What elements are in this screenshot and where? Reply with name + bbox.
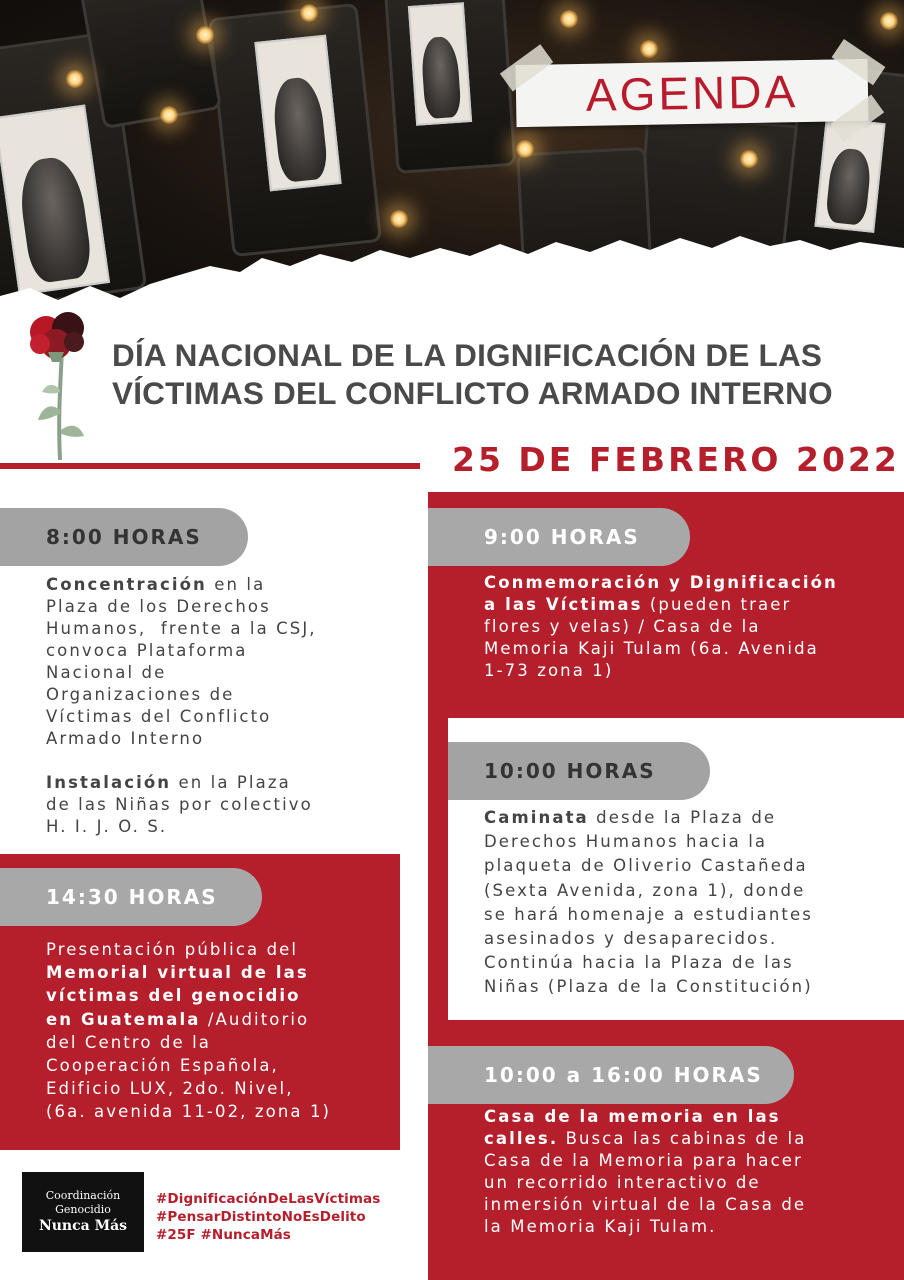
event-body-text: en la Plaza xyxy=(171,773,291,792)
event-text-line xyxy=(46,640,406,662)
event-text-line xyxy=(46,684,406,706)
hashtag[interactable]: #DignificaciónDeLasVíctimas xyxy=(156,1191,381,1207)
event-body-text: Casa de la Memoria para hacer xyxy=(484,1151,803,1170)
event-body-text: Plaza de los Derechos xyxy=(46,597,271,616)
event-text-line xyxy=(484,594,894,616)
event-text-line xyxy=(46,772,406,794)
event-text-line xyxy=(484,1216,894,1238)
event-text-line xyxy=(46,1077,396,1100)
carnation-flower-icon xyxy=(24,310,94,470)
event-body-text: en la xyxy=(206,575,266,594)
event-date: 25 DE FEBRERO 2022 xyxy=(452,440,900,479)
event-text-line xyxy=(46,984,396,1007)
event-body-text: H. I. J. O. S. xyxy=(46,817,168,836)
event-description-1430 xyxy=(46,938,396,1124)
event-body-text: Víctimas del Conflicto xyxy=(46,707,272,726)
page-title xyxy=(112,336,892,412)
candle-light xyxy=(560,10,578,28)
header-photo xyxy=(0,0,904,320)
event-body-text: plaqueta de Oliverio Castañeda xyxy=(484,856,808,876)
event-text-line xyxy=(484,806,894,830)
title-line-1: DÍA NACIONAL DE LA DIGNIFICACIÓN DE LAS xyxy=(112,337,823,373)
event-text-line xyxy=(46,662,406,684)
torn-paper-edge xyxy=(0,236,904,320)
candle-light xyxy=(300,4,318,22)
event-body-text: flores y velas) / Casa de la xyxy=(484,617,761,636)
event-body-text: Nacional de xyxy=(46,663,167,682)
event-text-line xyxy=(484,1128,894,1150)
time-label: 9:00 HORAS xyxy=(484,525,640,549)
candle-light xyxy=(640,40,658,58)
event-body-text: inmersión virtual de la Casa de xyxy=(484,1195,807,1214)
event-description-0900 xyxy=(484,572,894,682)
event-text-line xyxy=(46,596,406,618)
time-pill-0900 xyxy=(428,508,690,566)
time-label: 10:00 a 16:00 HORAS xyxy=(484,1063,763,1087)
event-text-line xyxy=(46,728,406,750)
time-label: 10:00 HORAS xyxy=(484,759,656,783)
event-body-text: Humanos, frente a la CSJ, xyxy=(46,619,317,638)
event-body-text: asesinados y desaparecidos. xyxy=(484,929,778,949)
event-description-0800 xyxy=(46,574,406,838)
event-body-text: (pueden traer xyxy=(642,595,792,614)
time-pill-1000-1600 xyxy=(428,1046,794,1104)
event-highlight-text: en Guatemala xyxy=(46,1009,201,1029)
event-text-line xyxy=(484,1106,894,1128)
event-body-text: Memoria Kaji Tulam (6a. Avenida xyxy=(484,639,819,658)
event-body-text: Presentación pública del xyxy=(46,940,299,959)
event-body-text: Continúa hacia la Plaza de las xyxy=(484,953,794,973)
candle-light xyxy=(390,210,408,228)
hashtag[interactable]: #25F #NuncaMás xyxy=(156,1227,291,1243)
event-highlight-text: Conmemoración y Dignificación xyxy=(484,573,838,592)
event-highlight-text: víctimas del genocidio xyxy=(46,986,301,1006)
agenda-label xyxy=(515,59,868,127)
event-body-text: 1-73 zona 1) xyxy=(484,661,614,680)
event-body-text: (6a. avenida 11-02, zona 1) xyxy=(46,1102,332,1122)
event-text-line xyxy=(46,706,406,728)
event-text-line xyxy=(46,1054,396,1077)
event-body-text xyxy=(46,751,53,770)
event-text-line xyxy=(46,750,406,772)
event-body-text: Busca las cabinas de la xyxy=(558,1129,807,1148)
time-pill-1430 xyxy=(0,868,262,926)
candle-light xyxy=(880,12,898,30)
event-text-line xyxy=(46,574,406,596)
candle-light xyxy=(66,70,84,88)
event-body-text: convoca Plataforma xyxy=(46,641,248,660)
event-text-line xyxy=(46,1031,396,1054)
logo-text-line-1: Coordinación xyxy=(45,1189,121,1202)
event-text-line xyxy=(484,854,894,878)
event-text-line xyxy=(484,616,894,638)
event-body-text: desde la Plaza de xyxy=(588,808,777,827)
candle-light xyxy=(740,150,758,168)
event-text-line xyxy=(484,638,894,660)
event-body-text: Organizaciones de xyxy=(46,685,235,704)
event-description-1000-1600 xyxy=(484,1106,894,1238)
portrait-photo xyxy=(408,2,472,126)
time-label: 8:00 HORAS xyxy=(46,525,202,549)
event-text-line xyxy=(46,938,396,961)
event-body-text: /Auditorio xyxy=(200,1009,310,1029)
organization-logo xyxy=(22,1172,144,1252)
event-body-text: de las Niñas por colectivo xyxy=(46,795,313,814)
event-description-1000 xyxy=(484,806,894,1000)
event-text-line xyxy=(484,1194,894,1216)
event-body-text: un recorrido interactivo de xyxy=(484,1173,761,1192)
hashtag-list xyxy=(156,1190,380,1244)
divider-bar xyxy=(0,463,420,469)
event-text-line xyxy=(46,1100,396,1123)
event-text-line xyxy=(46,961,396,984)
event-text-line xyxy=(484,1172,894,1194)
event-highlight-text: Concentración xyxy=(46,575,207,594)
event-highlight-text: Casa de la memoria en las xyxy=(484,1107,781,1126)
event-text-line xyxy=(46,794,406,816)
event-text-line xyxy=(46,1008,396,1031)
time-pill-1000 xyxy=(448,742,710,800)
event-text-line xyxy=(484,951,894,975)
event-highlight-text: Caminata xyxy=(484,808,589,827)
event-body-text: Cooperación Española, xyxy=(46,1056,279,1076)
event-text-line xyxy=(484,660,894,682)
logo-text-line-2: Genocidio xyxy=(55,1203,111,1216)
event-highlight-text: Instalación xyxy=(46,773,172,792)
event-text-line xyxy=(46,816,406,838)
time-label: 14:30 HORAS xyxy=(46,885,218,909)
event-body-text: Derechos Humanos hacia la xyxy=(484,832,768,852)
event-highlight-text: a las Víctimas xyxy=(484,595,643,614)
logo-text-line-3: Nunca Más xyxy=(38,1218,128,1234)
event-highlight-text: calles. xyxy=(484,1129,559,1148)
event-text-line xyxy=(484,903,894,927)
event-text-line xyxy=(484,830,894,854)
event-text-line xyxy=(484,975,894,999)
event-body-text: Niñas (Plaza de la Constitución) xyxy=(484,977,813,997)
event-text-line xyxy=(484,1150,894,1172)
event-body-text: se hará homenaje a estudiantes xyxy=(484,904,813,924)
event-text-line xyxy=(46,618,406,640)
event-highlight-text: Memorial virtual de las xyxy=(46,963,309,983)
time-pill-0800 xyxy=(0,508,248,566)
event-body-text: (Sexta Avenida, zona 1), donde xyxy=(484,880,806,900)
title-line-2: VÍCTIMAS DEL CONFLICTO ARMADO INTERNO xyxy=(112,375,833,411)
event-body-text: Edificio LUX, 2do. Nivel, xyxy=(46,1079,294,1099)
candle-light xyxy=(160,106,178,124)
event-text-line xyxy=(484,927,894,951)
event-text-line xyxy=(484,879,894,903)
candle-light xyxy=(196,26,214,44)
agenda-text: AGENDA xyxy=(585,65,799,121)
event-body-text: la Memoria Kaji Tulam. xyxy=(484,1217,717,1236)
hashtag[interactable]: #PensarDistintoNoEsDelito xyxy=(156,1209,366,1225)
event-body-text: Armado Interno xyxy=(46,729,205,748)
candle-light xyxy=(516,140,534,158)
event-text-line xyxy=(484,572,894,594)
event-body-text: del Centro de la xyxy=(46,1032,211,1052)
